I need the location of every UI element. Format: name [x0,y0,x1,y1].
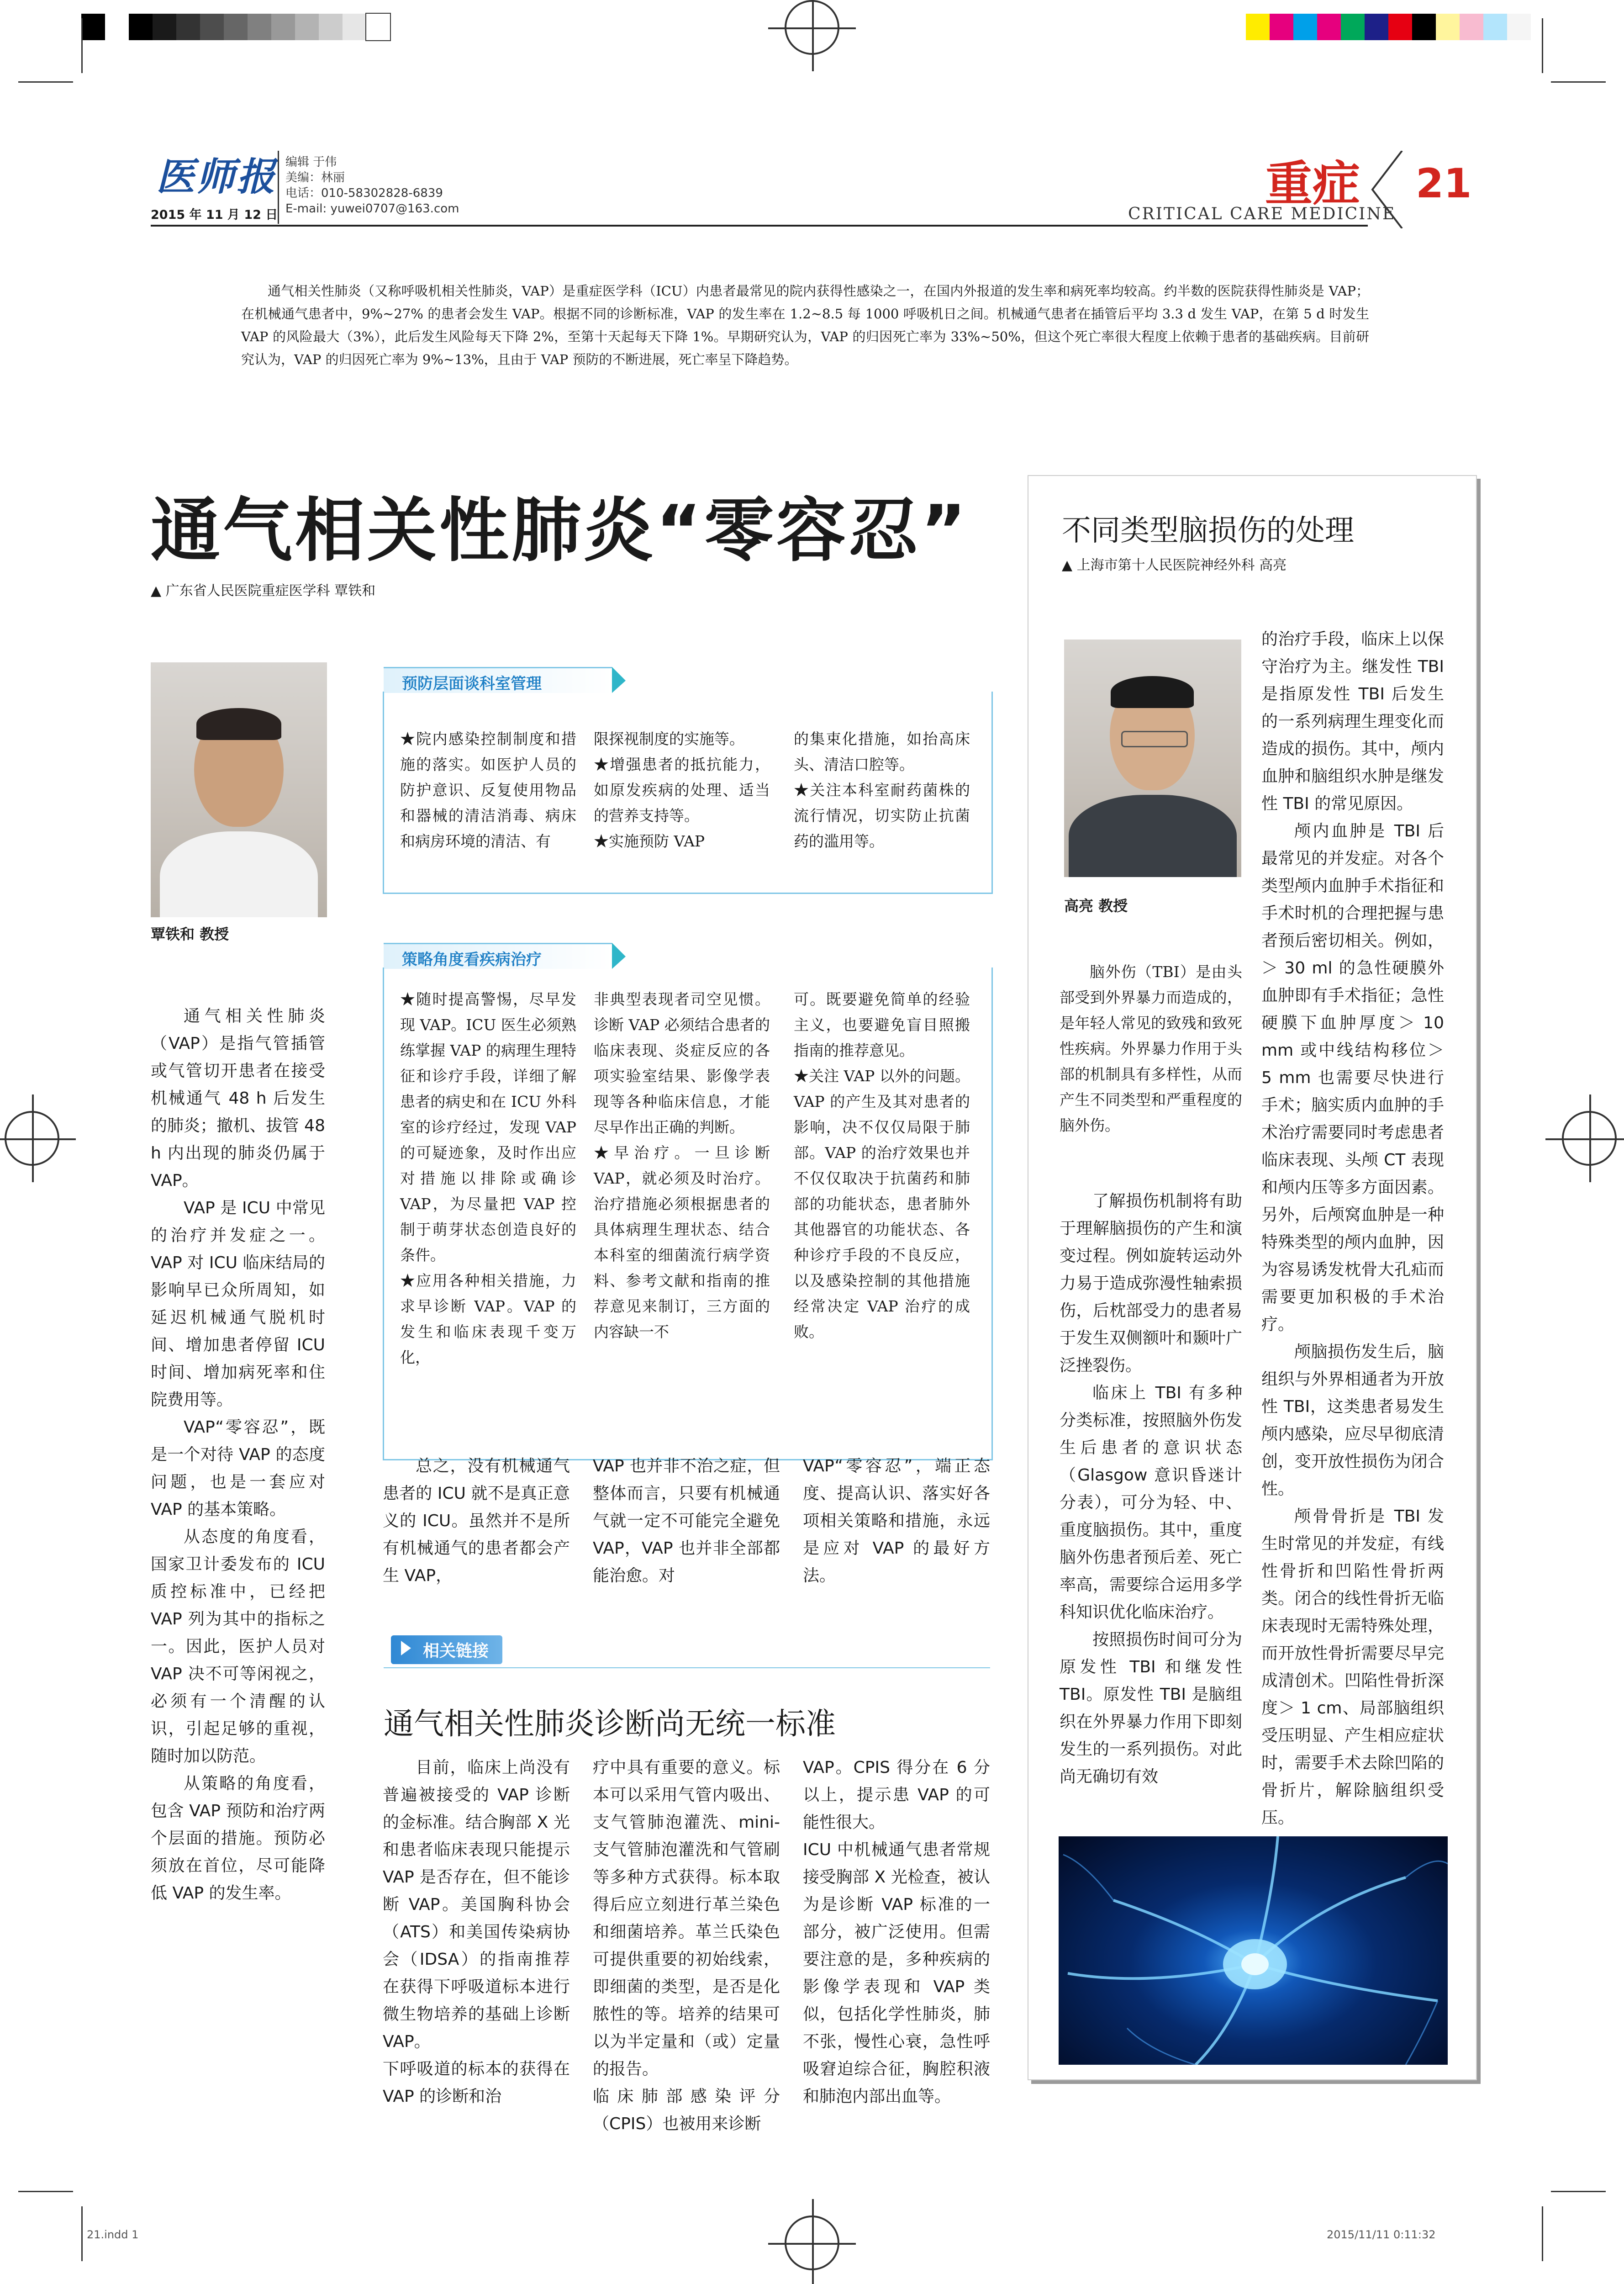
closing-paragraph: 总之，没有机械通气患者的 ICU 就不是真正意义的 ICU。虽然并不是所有机械通气的患者都会产生 VAP， [383,1457,570,1585]
registration-target-top [785,0,839,55]
box-strategy-col-3: 可。既要避免简单的经验主义，也要避免盲目照搬指南的推荐意见。 ★关注 VAP 以外的问题。VAP 的产生及其对患者的影响，决不仅仅局限于肺部。VAP 的治疗效果也并不仅仅取决于抗菌药和肺部的功能状态，患者肺外其他器官的功能状态、各种诊疗手段的不良反应，以及感染控制的其他措施经常决定 VAP 治疗的成败。 [794,990,970,1341]
neuron-illustration [1059,1836,1448,2065]
closing-col-1 [383,1453,570,1590]
crop-mark [1542,2206,1543,2261]
issue-date: 2015 年 11 月 12 日 [151,208,278,222]
page-number: 21 [1416,160,1472,207]
related-link-label: 相关链接 [423,1642,489,1660]
left-paragraph: 从态度的角度看，国家卫计委发布的 ICU 质控标准中，已经把 VAP 列为其中的指标之一。因此，医护人员对 VAP 决不可等闲视之，必须有一个清醒的认识，引起足够的重视，随时加以防范。 [151,1528,325,1766]
box-prevention-col-3: 的集束化措施，如抬高床头、清洁口腔等。 ★关注本科室耐药菌株的流行情况，切实防止抗菌药的滥用等。 [794,730,970,850]
related-divider [384,1667,990,1668]
crop-mark [81,2206,83,2261]
section-subtitle: CRITICAL CARE MEDICINE [1128,205,1396,223]
box-strategy-col-1: ★随时提高警惕，尽早发现 VAP。ICU 医生必须熟练掌握 VAP 的病理生理特征和诊疗手段，详细了解患者的病史和在 ICU 外科室的诊疗经过，发现 VAP 的可疑迹象，及时作出应对措施以排除或确诊 VAP，为尽量把 VAP 控制于萌芽状态创造良好的条件。 ★应用各种相关措施，力求早诊断 VAP。VAP 的发生和临床表现千变万化， [400,990,576,1366]
related-col-2 [593,1754,780,2138]
article-headline: 通气相关性肺炎“零容忍” [151,490,969,571]
box-prevention-col-1: ★院内感染控制制度和措施的落实。如医护人员的防护意识、反复使用物品和器械的清洁消毒、病床和病房环境的清洁、有 [400,730,576,850]
sidebar-byline: ▲ 上海市第十人民医院神经外科 高亮 [1062,557,1287,573]
crop-mark [18,2191,73,2192]
author-photo-tan [151,662,327,917]
related-link-tag [391,1635,502,1664]
registration-bar-left [81,14,390,40]
crop-mark [81,18,83,73]
designer-name: 美编：林丽 [285,171,345,185]
related-paragraph: 目前，临床上尚没有普遍被接受的 VAP 诊断的金标准。结合胸部 X 光和患者临床表现只能提示 VAP 是否存在，但不能诊断 VAP。美国胸科协会（ATS）和美国传染病协会（IDSA）的指南推荐在获得下呼吸道标本进行微生物培养的基础上诊断 VAP。 下呼吸道的标本的获得在 VAP 的诊断和治 [383,1758,570,2106]
sidebar-paragraph: 颅内血肿是 TBI 后最常见的并发症。对各个类型颅内血肿手术指征和手术时机的合理把握与患者预后密切相关。例如，＞ 30 ml 的急性硬膜外血肿即有手术指征；急性硬膜下血肿厚度＞ 10 mm 或中线结构移位＞ 5 mm 也需要尽快进行手术；脑实质内血肿的手术治疗需要同时考虑患者临床表现、头颅 CT 表现和颅内压等多方面因素。另外，后颅窝血肿是一种特殊类型的颅内血肿，因为容易诱发枕骨大孔疝而需要更加积极的手术治疗。 [1261,822,1444,1334]
crop-mark [1551,81,1606,83]
related-col-1 [383,1754,570,2110]
registration-target-right [1562,1111,1617,1166]
registration-target-left [5,1111,59,1166]
registration-bar-right [1246,14,1531,40]
sidebar-lead-text: 脑外伤（TBI）是由头部受到外界暴力而造成的，是年轻人常见的致残和致死性疾病。外界暴力作用于头部的机制具有多样性，从而产生不同类型和严重程度的脑外伤。 [1060,963,1242,1134]
editor-name: 编辑 于伟 [285,155,337,169]
sidebar-paragraph: 的治疗手段，临床上以保守治疗为主。继发性 TBI 是指原发性 TBI 后发生的一系列病理生理变化而造成的损伤。其中，颅内血肿和脑组织水肿是继发性 TBI 的常见原因。 [1261,630,1444,813]
box-prevention-col-2: 限探视制度的实施等。 ★增强患者的抵抗能力，如原发疾病的处理、适当的营养支持等。 ★实施预防 VAP [594,730,770,850]
crop-mark [1542,18,1543,73]
editor-info [285,154,459,217]
related-title: 通气相关性肺炎诊断尚无统一标准 [384,1706,836,1741]
box-strategy-col-2: 非典型表现者司空见惯。诊断 VAP 必须结合患者的临床表现、炎症反应的各项实验室结果、影像学表现等各种临床信息，才能尽早作出正确的判断。 ★早治疗。一旦诊断 VAP，就必须及时治疗。治疗措施必须根据患者的具体病理生理状态、结合本科室的细菌流行病学资料、参考文献和指南的推荐意见来制订，三方面的内容缺一不 [594,990,770,1341]
related-paragraph: VAP。CPIS 得分在 6 分以上，提示患 VAP 的可能性很大。 ICU 中机械通气患者常规接受胸部 X 光检查，被认为是诊断 VAP 标准的一部分，被广泛使用。但需要注意的是，多种疾病的影像学表现和 VAP 类似，包括化学性肺炎，肺不张，慢性心衰，急性呼吸窘迫综合征，胸腔积液和肺泡内部出血等。 [803,1758,990,2106]
sidebar-col-a [1060,1188,1242,1791]
footer-file: 21.indd 1 [87,2228,139,2241]
play-icon [401,1641,411,1655]
registration-target-bottom [785,2215,839,2270]
author-photo-gao [1064,640,1241,877]
header-divider-vertical [278,151,279,224]
sidebar-paragraph: 颅骨骨折是 TBI 发生时常见的并发症，有线性骨折和凹陷性骨折两类。闭合的线性骨折无临床表现时无需特殊处理，而开放性骨折需要尽早完成清创术。凹陷性骨折深度＞ 1 cm、局部脑组织受压明显、产生相应症状时，需要手术去除凹陷的骨折片，解除脑组织受压。 [1261,1507,1444,1827]
related-paragraph: 疗中具有重要的意义。标本可以采用气管内吸出、支气管肺泡灌洗、mini- 支气管肺泡灌洗和气管刷等多种方式获得。标本取得后应立刻进行革兰染色和细菌培养。革兰氏染色可提供重要的初始线索，即细菌的类型，是否是化脓性的等。培养的结果可以为半定量和（或）定量的报告。 临床肺部感染评分（CPIS）也被用来诊断 [593,1758,780,2133]
box-prevention-title: 预防层面谈科室管理 [402,675,542,693]
sidebar-paragraph: 了解损伤机制将有助于理解脑损伤的产生和演变过程。例如旋转运动外力易于造成弥漫性轴索损伤，后枕部受力的患者易于发生双侧额叶和颞叶广泛挫裂伤。 [1060,1192,1242,1375]
footer-timestamp: 2015/11/11 0:11:32 [1327,2228,1436,2241]
phone-number: 电话：010-58302828-6839 [285,186,443,200]
left-column [151,1003,325,1907]
sidebar-paragraph: 临床上 TBI 有多种分类标准，按照脑外伤发生后患者的意识状态（Glasgow 意识昏迷计分表），可分为轻、中、重度脑损伤。其中，重度脑外伤患者预后差、死亡率高，需要综合运用多学科知识优化临床治疗。 [1060,1384,1242,1622]
article-byline: ▲ 广东省人民医院重症医学科 覃铁和 [151,583,376,599]
box-strategy-header [384,943,612,969]
sidebar-title: 不同类型脑损伤的处理 [1062,514,1354,548]
related-col-3 [803,1754,990,2110]
crop-mark [1551,2191,1606,2192]
left-paragraph: VAP“零容忍”，既是一个对待 VAP 的态度问题，也是一套应对 VAP 的基本策略。 [151,1418,325,1519]
header-rule [151,225,1368,227]
sidebar-paragraph: 颅脑损伤发生后，脑组织与外界相通者为开放性 TBI，这类患者易发生颅内感染，应尽早彻底清创，变开放性损伤为闭合性。 [1261,1343,1444,1498]
chevron-left-icon [1370,151,1407,228]
sidebar-paragraph: 按照损伤时间可分为原发性 TBI 和继发性 TBI。原发性 TBI 是脑组织在外界暴力作用下即刻发生的一系列损伤。对此尚无确切有效 [1060,1630,1242,1786]
sidebar-col-b [1261,626,1444,1832]
box-strategy-title: 策略角度看疾病治疗 [402,951,542,969]
sidebar-lead [1060,959,1242,1138]
author-caption-gao: 高亮 教授 [1064,897,1128,915]
closing-paragraph: VAP 也并非不治之症，但整体而言，只要有机械通气就一定不可能完全避免 VAP，VAP 也并非全部都能治愈。对 [593,1457,780,1585]
newspaper-logo: 医师报 [156,154,277,199]
neuron-icon [1059,1836,1448,2065]
crop-mark [18,81,73,83]
author-caption-tan: 覃铁和 教授 [151,925,229,943]
box-prevention-header [384,667,612,693]
section-title: 重症 [1265,156,1360,211]
closing-paragraph: VAP“零容忍”，端正态度、提高认识、落实好各项相关策略和措施，永远是应对 VAP 的最好方法。 [803,1457,990,1585]
left-paragraph: VAP 是 ICU 中常见的治疗并发症之一。VAP 对 ICU 临床结局的影响早已众所周知，如延迟机械通气脱机时间、增加患者停留 ICU 时间、增加病死率和住院费用等。 [151,1199,325,1409]
closing-col-2 [593,1453,780,1590]
intro-paragraph: 通气相关性肺炎（又称呼吸机相关性肺炎，VAP）是重症医学科（ICU）内患者最常见的院内获得性感染之一，在国内外报道的发生率和病死率均较高。约半数的医院获得性肺炎是 VAP；在机械通气患者中，9%~27% 的患者会发生 VAP。根据不同的诊断标准，VAP 的发生率在 1.2~8.5 每 1000 呼吸机日之间。机械通气患者在插管后平均 3.3 d 发生 VAP，在第 5 d 时发生 VAP 的风险最大（3%），此后发生风险每天下降 2%，至第十天起每天下降 1%。早期研究认为，VAP 的归因死亡率为 33%~50%，但这个死亡率很大程度上依赖于患者的基础疾病。目前研究认为，VAP 的归因死亡率为 9%~13%，且由于 VAP 预防的不断进展，死亡率呈下降趋势。 [241,283,1369,367]
left-paragraph: 通气相关性肺炎（VAP）是指气管插管或气管切开患者在接受机械通气 48 h 后发生的肺炎；撤机、拔管 48 h 内出现的肺炎仍属于 VAP。 [151,1007,325,1190]
email-address: E-mail: yuwei0707@163.com [285,202,459,216]
closing-col-3 [803,1453,990,1590]
left-paragraph: 从策略的角度看，包含 VAP 预防和治疗两个层面的措施。预防必须放在首位，尽可能降低 VAP 的发生率。 [151,1774,325,1903]
